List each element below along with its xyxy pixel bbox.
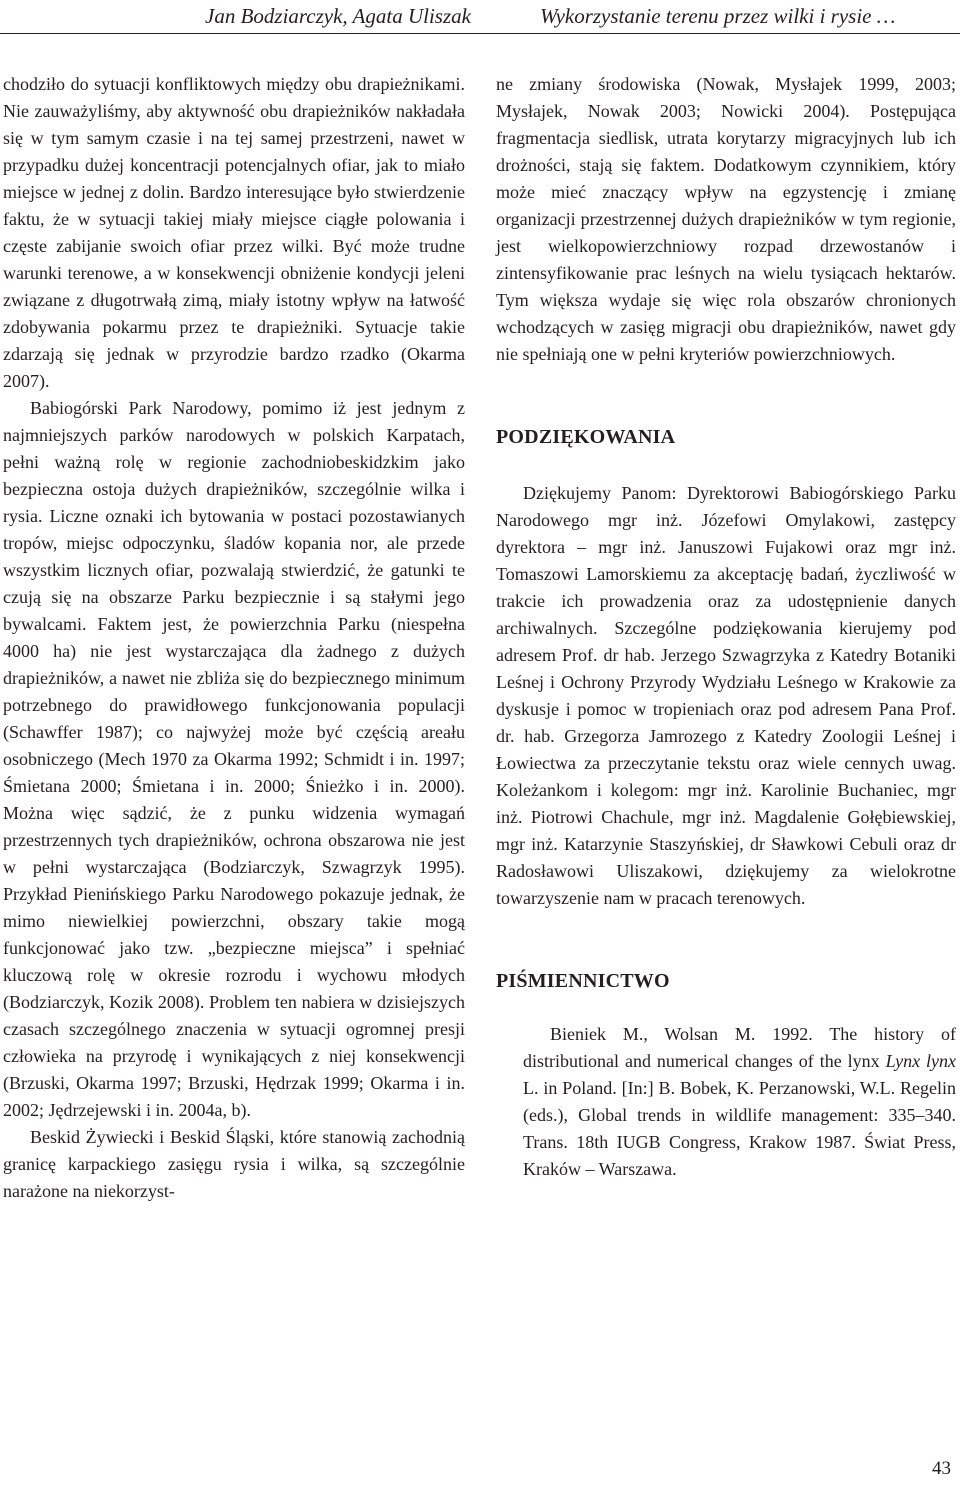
acknowledgements-text: Dziękujemy Panom: Dyrektorowi Babiogórskiego Parku Narodowego mgr inż. Józefowi Omylakowi, zastępcy dyrektora – mgr inż. Januszowi Fujakowi oraz mgr inż. Tomaszowi Lamorskiemu za akceptację badań, życzliwość w trakcie ich prowadzenia oraz za udostępnienie danych archiwalnych. Szczególne podziękowania kierujemy pod adresem Prof. dr hab. Jerzego Szwagrzyka z Katedry Botaniki Leśnej i Ochrony Przyrody Wydziału Leśnego w Krakowie za dyskusje i pomoc w tropieniach oraz pod adresem Pana Prof. dr. hab. Grzegorza Jamrozego z Katedry Zoologii Leśnej i Łowiectwa za przeczytanie tekstu oraz wiele cennych uwag. Koleżankom i kolegom: mgr inż. Karolinie Buchaniec, mgr inż. Piotrowi Chachule, mgr inż. Magdalenie Gołębiewskiej, mgr inż. Katarzynie Staszyńskiej, dr Sławkowi Cebuli oraz dr Radosławowi Uliszakowi, dziękujemy za wielokrotne towarzyszenie nam w pracach terenowych. [496,483,956,908]
reference-text: L. in Poland. [In:] B. Bobek, K. Perzanowski, W.L. Regelin (eds.), Global trends in wildlife management: 335–340. Trans. 18th IUGB Congress, Krakow 1987. Świat Press, Kraków – Warszawa. [523,1078,956,1179]
paragraph: ne zmiany środowiska (Nowak, Mysłajek 1999, 2003; Mysłajek, Nowak 2003; Nowicki 2004). Postępująca fragmentacja siedlisk, utrata korytarzy migracyjnych lub ich drożności, stają się faktem. Dodatkowym czynnikiem, który może mieć znaczący wpływ na egzystencję i zmianę organizacji przestrzennej dużych drapieżników w tym regionie, jest wielkopowierzchniowy rozpad drzewostanów i zintensyfikowanie prac leśnych na wielu tysiącach hektarów. Tym większa wydaje się więc rola obszarów chronionych wchodzących w zasięg migracji obu drapieżników, nawet gdy nie spełniają one w pełni kryteriów powierzchniowych. [496,74,956,364]
running-header [0,0,960,34]
header-rule [0,33,960,34]
paragraph: Beskid Żywiecki i Beskid Śląski, które stanowią zachodnią granicę karpackiego zasięgu rysia i wilka, są szczególnie narażone na niekorzyst- [3,1127,465,1201]
header-article-title: Wykorzystanie terenu przez wilki i rysie … [540,4,896,28]
reference-species-name: Lynx lynx [885,1051,956,1071]
right-column [496,71,956,1183]
paragraph: chodziło do sytuacji konfliktowych między obu drapieżnikami. Nie zauważyliśmy, aby aktywność obu drapieżników nakładała się w tym samym czasie i na tej samej przestrzeni, nawet w przypadku dużej koncentracji potencjalnych ofiar, jak to miało miejsce w jednej z dolin. Bardzo interesujące było stwierdzenie faktu, że w sytuacji takiej miały miejsce ciągłe polowania i częste zabijanie swoich ofiar przez wilki. Być może trudne warunki terenowe, a w konsekwencji obniżenie kondycji jeleni związane z długotrwałą zimą, miały istotny wpływ na łatwość zdobywania pokarmu przez te drapieżniki. Sytuacje takie zdarzają się jednak w przyrodzie bardzo rzadko (Okarma 2007). [3,74,465,391]
reference-entry [496,1021,956,1183]
left-column [3,71,465,1205]
reference-text: Bieniek M., Wolsan M. 1992. The history of distributional and numerical changes of the lynx [523,1024,956,1071]
section-heading-references: PIŚMIENNICTWO [496,970,670,992]
paragraph: Babiogórski Park Narodowy, pomimo iż jest jednym z najmniejszych parków narodowych w polskich Karpatach, pełni ważną rolę w regionie zachodniobeskidzkim jako bezpieczna ostoja dużych drapieżników, szczególnie wilka i rysia. Liczne oznaki ich bytowania w postaci pozostawianych tropów, miejsc odpoczynku, śladów kopania nor, ale przede wszystkim licznych ofiar, pozwalają stwierdzić, że gatunki te czują się na obszarze Parku bezpiecznie i są stałymi jego bywalcami. Faktem jest, że powierzchnia Parku (niespełna 4000 ha) nie jest wystarczająca dla żadnego z dużych drapieżników, a nawet nie zbliża się do bezpiecznego minimum potrzebnego do prawidłowego funkcjonowania populacji (Schawffer 1987); co najwyżej może być częścią areału osobniczego (Mech 1970 za Okarma 1992; Schmidt i in. 1997; Śmietana 2000; Śmietana i in. 2000; Śnieżko i in. 2000). Można więc sądzić, że z punku widzenia wymagań przestrzennych tych drapieżników, ochrona obszarowa nie jest w pełni wystarczająca (Bodziarczyk, Szwagrzyk 1995). Przykład Pienińskiego Parku Narodowego pokazuje jednak, że mimo niewielkiej powierzchni, obszary takie mogą funkcjonować jako tzw. „bezpieczne miejsca” i spełniać kluczową rolę w okresie rozrodu i wychowu młodych (Bodziarczyk, Kozik 2008). Problem ten nabiera w dzisiejszych czasach szczególnego znaczenia w sytuacji ogromnej presji człowieka na przyrodę i wynikających z niej konsekwencji (Brzuski, Okarma 1997; Brzuski, Hędrzak 1999; Okarma i in. 2002; Jędrzejewski i in. 2004a, b). [3,398,465,1120]
header-authors: Jan Bodziarczyk, Agata Uliszak [205,4,471,28]
section-heading-acknowledgements: PODZIĘKOWANIA [496,426,676,448]
page-number: 43 [932,1458,951,1479]
